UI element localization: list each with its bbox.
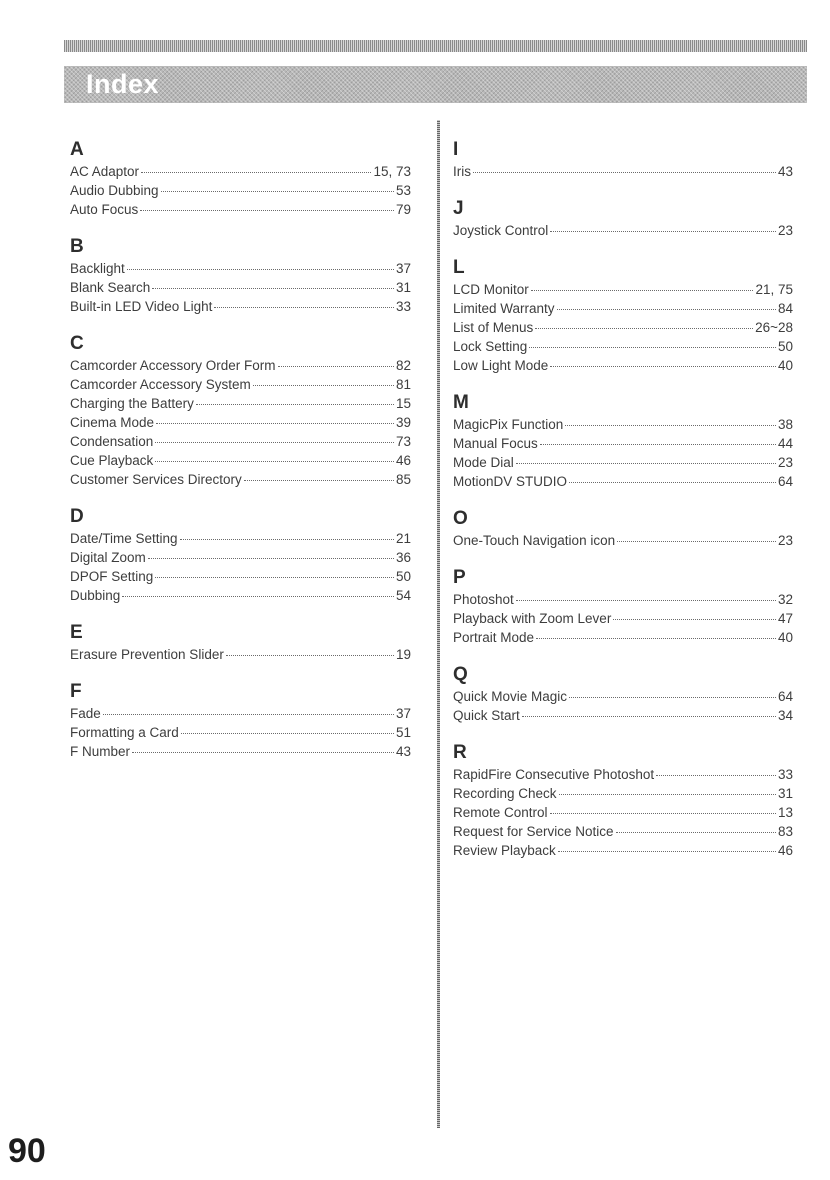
entry-page-number: 21 xyxy=(395,531,411,546)
index-entry xyxy=(453,590,793,609)
index-section-l xyxy=(453,256,793,375)
entry-term: Iris xyxy=(453,164,471,179)
index-section-o xyxy=(453,507,793,550)
index-entry xyxy=(70,162,411,181)
entry-page-number: 33 xyxy=(777,767,793,782)
dot-leader xyxy=(196,404,394,405)
index-entry xyxy=(70,451,411,470)
dot-leader xyxy=(214,307,394,308)
index-section-p xyxy=(453,566,793,647)
index-entry xyxy=(70,586,411,605)
entry-page-number: 34 xyxy=(777,708,793,723)
entry-term: Blank Search xyxy=(70,280,151,295)
dot-leader xyxy=(156,423,394,424)
index-entry xyxy=(453,221,793,240)
dot-leader xyxy=(103,714,394,715)
index-entry xyxy=(70,413,411,432)
dot-leader xyxy=(569,697,776,698)
entry-term: Customer Services Directory xyxy=(70,472,242,487)
entry-term: Camcorder Accessory Order Form xyxy=(70,358,276,373)
index-section-r xyxy=(453,741,793,860)
entry-term: Recording Check xyxy=(453,786,557,801)
section-letter: E xyxy=(70,622,83,643)
entry-term: Photoshot xyxy=(453,592,514,607)
section-letter: J xyxy=(453,198,464,219)
entry-page-number: 40 xyxy=(777,358,793,373)
section-letter: R xyxy=(453,742,467,763)
entry-page-number: 39 xyxy=(395,415,411,430)
index-entry xyxy=(453,337,793,356)
entry-term: Mode Dial xyxy=(453,455,514,470)
dot-leader xyxy=(473,172,776,173)
entry-page-number: 13 xyxy=(777,805,793,820)
entry-page-number: 50 xyxy=(777,339,793,354)
dot-leader xyxy=(148,558,394,559)
index-section-j xyxy=(453,197,793,240)
entry-term: Fade xyxy=(70,706,101,721)
index-section-e xyxy=(70,621,411,664)
entry-term: Charging the Battery xyxy=(70,396,194,411)
entry-term: MotionDV STUDIO xyxy=(453,474,568,489)
entry-page-number: 15, 73 xyxy=(373,164,411,179)
entry-term: One-Touch Navigation icon xyxy=(453,533,616,548)
section-letter: M xyxy=(453,392,469,413)
entry-term: LCD Monitor xyxy=(453,282,529,297)
entry-page-number: 50 xyxy=(395,569,411,584)
entry-term: Built-in LED Video Light xyxy=(70,299,213,314)
entry-term: RapidFire Consecutive Photoshot xyxy=(453,767,655,782)
entry-page-number: 46 xyxy=(777,843,793,858)
index-section-m xyxy=(453,391,793,491)
entry-page-number: 38 xyxy=(777,417,793,432)
entry-page-number: 32 xyxy=(777,592,793,607)
entry-page-number: 84 xyxy=(777,301,793,316)
section-letter: I xyxy=(453,139,459,160)
index-entry xyxy=(453,841,793,860)
index-column-left xyxy=(70,138,411,777)
section-letter: B xyxy=(70,236,84,257)
dot-leader xyxy=(181,733,394,734)
entry-term: Portrait Mode xyxy=(453,630,535,645)
section-letter: P xyxy=(453,567,466,588)
entry-page-number: 37 xyxy=(395,261,411,276)
header-decorative-rule xyxy=(64,40,807,52)
dot-leader xyxy=(550,231,776,232)
entry-term: Camcorder Accessory System xyxy=(70,377,251,392)
dot-leader xyxy=(152,288,394,289)
dot-leader xyxy=(155,577,394,578)
entry-term: Request for Service Notice xyxy=(453,824,614,839)
entry-term: Low Light Mode xyxy=(453,358,549,373)
index-entry xyxy=(70,432,411,451)
entry-term: Manual Focus xyxy=(453,436,538,451)
entry-page-number: 47 xyxy=(777,611,793,626)
index-entry xyxy=(453,453,793,472)
entry-page-number: 81 xyxy=(395,377,411,392)
index-entry xyxy=(70,548,411,567)
entry-term: List of Menus xyxy=(453,320,534,335)
section-letter: D xyxy=(70,506,84,527)
index-entry xyxy=(453,299,793,318)
entry-term: DPOF Setting xyxy=(70,569,154,584)
index-entry xyxy=(70,394,411,413)
index-entry xyxy=(453,609,793,628)
index-entry xyxy=(70,181,411,200)
entry-page-number: 31 xyxy=(777,786,793,801)
index-entry xyxy=(453,784,793,803)
index-entry xyxy=(453,415,793,434)
dot-leader xyxy=(540,444,776,445)
entry-term: Joystick Control xyxy=(453,223,549,238)
entry-term: Cue Playback xyxy=(70,453,154,468)
index-section-i xyxy=(453,138,793,181)
entry-term: AC Adaptor xyxy=(70,164,140,179)
index-entry xyxy=(453,162,793,181)
section-letter: C xyxy=(70,333,84,354)
entry-page-number: 23 xyxy=(777,533,793,548)
index-entry xyxy=(70,704,411,723)
dot-leader xyxy=(550,813,776,814)
entry-page-number: 85 xyxy=(395,472,411,487)
entry-term: Erasure Prevention Slider xyxy=(70,647,224,662)
dot-leader xyxy=(516,463,776,464)
index-entry xyxy=(70,278,411,297)
dot-leader xyxy=(616,832,776,833)
index-entry xyxy=(453,687,793,706)
index-entry xyxy=(453,472,793,491)
dot-leader xyxy=(535,328,753,329)
index-entry xyxy=(70,375,411,394)
entry-term: Backlight xyxy=(70,261,125,276)
index-entry xyxy=(453,803,793,822)
section-letter: Q xyxy=(453,664,468,685)
dot-leader xyxy=(253,385,394,386)
dot-leader xyxy=(516,600,776,601)
index-section-a xyxy=(70,138,411,219)
entry-page-number: 36 xyxy=(395,550,411,565)
entry-term: Cinema Mode xyxy=(70,415,155,430)
dot-leader xyxy=(155,461,394,462)
index-entry xyxy=(453,318,793,337)
entry-page-number: 19 xyxy=(395,647,411,662)
dot-leader xyxy=(226,655,394,656)
entry-term: Lock Setting xyxy=(453,339,528,354)
dot-leader xyxy=(127,269,394,270)
entry-page-number: 82 xyxy=(395,358,411,373)
dot-leader xyxy=(565,425,776,426)
index-section-d xyxy=(70,505,411,605)
entry-term: Date/Time Setting xyxy=(70,531,178,546)
index-section-f xyxy=(70,680,411,761)
index-entry xyxy=(453,822,793,841)
dot-leader xyxy=(180,539,394,540)
dot-leader xyxy=(569,482,776,483)
dot-leader xyxy=(132,752,394,753)
dot-leader xyxy=(557,309,776,310)
entry-page-number: 33 xyxy=(395,299,411,314)
section-letter: A xyxy=(70,139,84,160)
section-letter: L xyxy=(453,257,465,278)
index-column-right xyxy=(453,138,793,876)
page-title: Index xyxy=(86,69,160,99)
index-entry xyxy=(453,280,793,299)
index-entry xyxy=(70,297,411,316)
dot-leader xyxy=(559,794,776,795)
entry-term: Auto Focus xyxy=(70,202,139,217)
entry-page-number: 15 xyxy=(395,396,411,411)
entry-term: Playback with Zoom Lever xyxy=(453,611,612,626)
entry-page-number: 31 xyxy=(395,280,411,295)
dot-leader xyxy=(141,172,371,173)
dot-leader xyxy=(613,619,776,620)
entry-page-number: 73 xyxy=(395,434,411,449)
section-letter: F xyxy=(70,681,82,702)
dot-leader xyxy=(617,541,776,542)
index-entry xyxy=(70,200,411,219)
dot-leader xyxy=(278,366,394,367)
entry-page-number: 64 xyxy=(777,474,793,489)
index-entry xyxy=(70,645,411,664)
index-entry xyxy=(453,765,793,784)
index-entry xyxy=(70,356,411,375)
entry-term: Review Playback xyxy=(453,843,556,858)
entry-page-number: 40 xyxy=(777,630,793,645)
dot-leader xyxy=(155,442,394,443)
index-section-c xyxy=(70,332,411,489)
dot-leader xyxy=(140,210,394,211)
index-entry xyxy=(70,723,411,742)
entry-page-number: 44 xyxy=(777,436,793,451)
entry-term: Audio Dubbing xyxy=(70,183,159,198)
entry-page-number: 43 xyxy=(395,744,411,759)
dot-leader xyxy=(161,191,394,192)
index-entry xyxy=(70,567,411,586)
entry-page-number: 21, 75 xyxy=(755,282,793,297)
dot-leader xyxy=(522,716,776,717)
index-entry xyxy=(453,434,793,453)
entry-term: Limited Warranty xyxy=(453,301,555,316)
entry-term: Dubbing xyxy=(70,588,121,603)
index-entry xyxy=(70,259,411,278)
index-entry xyxy=(453,356,793,375)
entry-page-number: 64 xyxy=(777,689,793,704)
entry-page-number: 23 xyxy=(777,455,793,470)
entry-term: F Number xyxy=(70,744,131,759)
index-entry xyxy=(70,742,411,761)
entry-term: Quick Movie Magic xyxy=(453,689,568,704)
entry-page-number: 83 xyxy=(777,824,793,839)
index-section-q xyxy=(453,663,793,725)
dot-leader xyxy=(550,366,776,367)
entry-page-number: 23 xyxy=(777,223,793,238)
entry-page-number: 43 xyxy=(777,164,793,179)
entry-page-number: 26~28 xyxy=(755,320,793,335)
index-entry xyxy=(453,706,793,725)
entry-page-number: 37 xyxy=(395,706,411,721)
page-number: 90 xyxy=(8,1132,46,1170)
entry-term: MagicPix Function xyxy=(453,417,564,432)
index-entry xyxy=(70,529,411,548)
column-divider xyxy=(437,120,440,1128)
dot-leader xyxy=(529,347,776,348)
entry-term: Digital Zoom xyxy=(70,550,146,565)
dot-leader xyxy=(244,480,394,481)
index-entry xyxy=(453,531,793,550)
title-bar xyxy=(64,66,807,103)
entry-term: Formatting a Card xyxy=(70,725,179,740)
dot-leader xyxy=(122,596,394,597)
dot-leader xyxy=(531,290,754,291)
entry-page-number: 46 xyxy=(395,453,411,468)
index-entry xyxy=(453,628,793,647)
index-section-b xyxy=(70,235,411,316)
index-entry xyxy=(70,470,411,489)
dot-leader xyxy=(656,775,776,776)
entry-page-number: 53 xyxy=(395,183,411,198)
entry-page-number: 54 xyxy=(395,588,411,603)
entry-page-number: 79 xyxy=(395,202,411,217)
dot-leader xyxy=(536,638,776,639)
dot-leader xyxy=(558,851,776,852)
entry-page-number: 51 xyxy=(395,725,411,740)
entry-term: Quick Start xyxy=(453,708,520,723)
entry-term: Condensation xyxy=(70,434,154,449)
entry-term: Remote Control xyxy=(453,805,548,820)
section-letter: O xyxy=(453,508,468,529)
